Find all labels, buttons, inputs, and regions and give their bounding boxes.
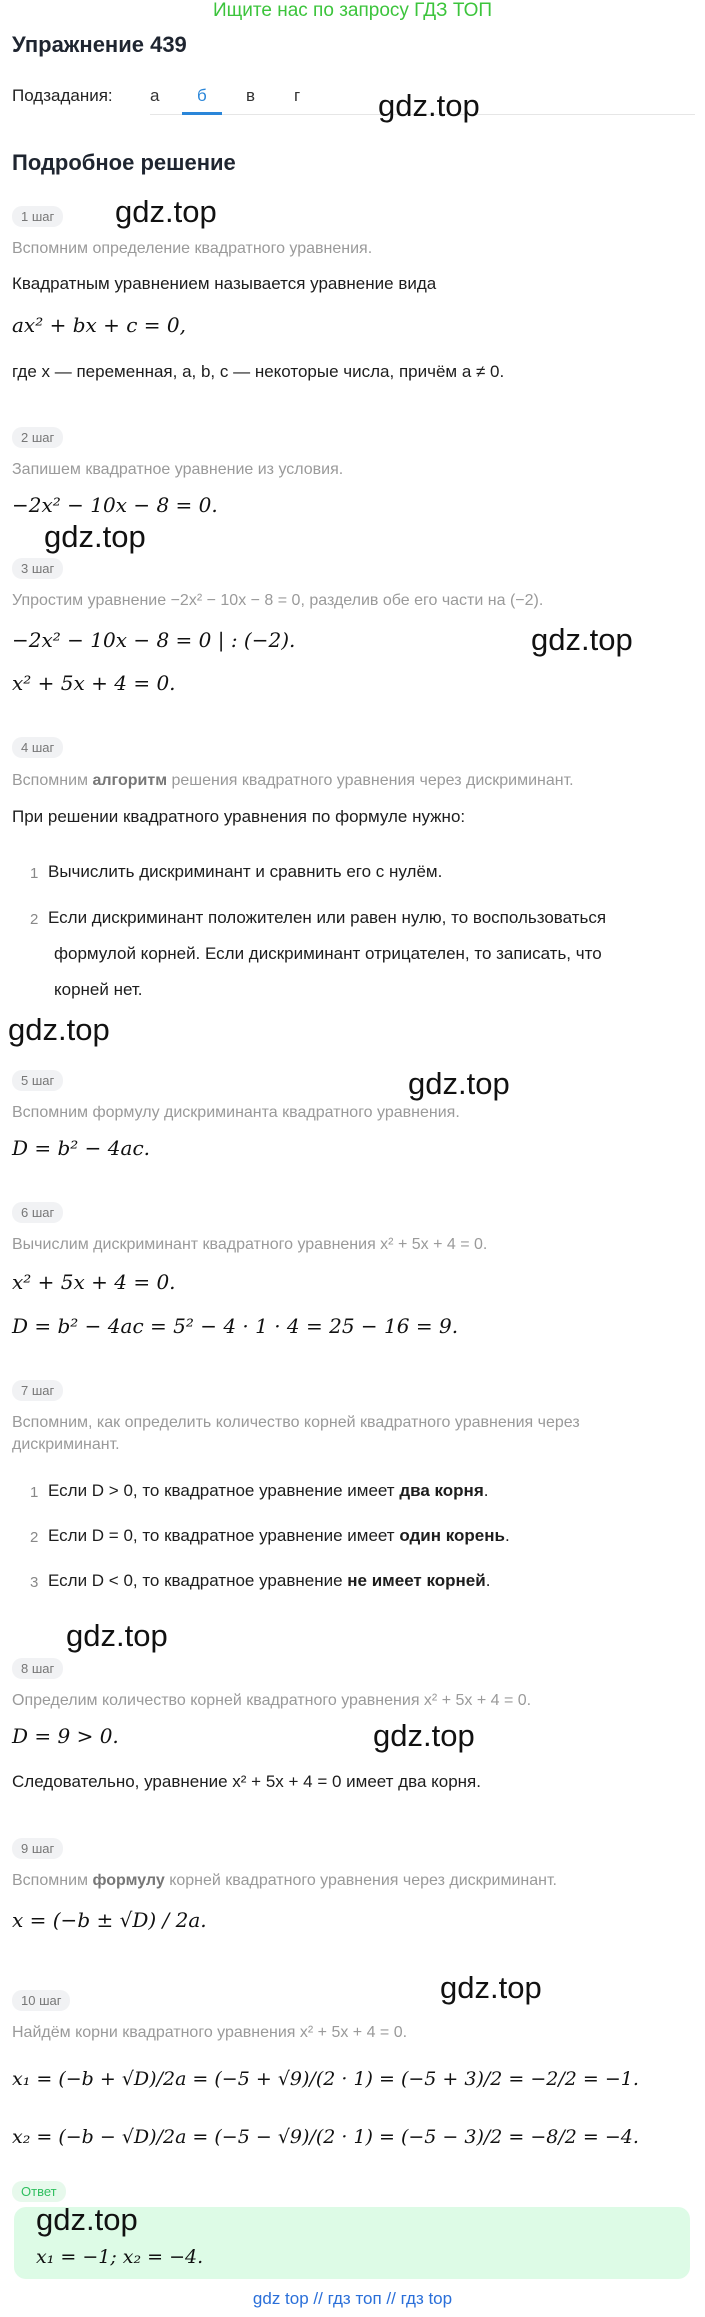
step-badge: 8 шаг — [12, 1658, 63, 1679]
step-badge: 10 шаг — [12, 1990, 70, 2011]
list-number: 1 — [30, 1484, 39, 1501]
formula: −2x² − 10x − 8 = 0 | : (−2). — [12, 628, 296, 652]
list-number: 1 — [30, 865, 39, 882]
step-hint: Определим количество корней квадратного уравнения x² + 5x + 4 = 0. — [12, 1692, 532, 1709]
tab-g[interactable]: г — [294, 86, 301, 105]
list-item: Если D = 0, то квадратное уравнение имеет один корень. — [48, 1526, 510, 1545]
active-tab-indicator — [182, 112, 222, 115]
answer-value: x₁ = −1; x₂ = −4. — [36, 2246, 204, 2268]
subtasks-label: Подзадания: — [12, 86, 113, 105]
watermark: gdz.top — [373, 1718, 475, 1753]
step-hint: Вспомним алгоритм решения квадратного уравнения через дискриминант. — [12, 772, 574, 789]
step-hint: Вспомним формулу корней квадратного уравнения через дискриминант. — [12, 1872, 557, 1889]
tab-a[interactable]: а — [150, 86, 160, 105]
list-item: Если D > 0, то квадратное уравнение имеет два корня. — [48, 1481, 489, 1500]
watermark: gdz.top — [36, 2202, 138, 2237]
watermark: gdz.top — [440, 1970, 542, 2005]
watermark: gdz.top — [408, 1066, 510, 1101]
step-hint: Упростим уравнение −2x² − 10x − 8 = 0, разделив обе его части на (−2). — [12, 592, 544, 609]
tab-b[interactable]: б — [197, 86, 207, 105]
page-title: Упражнение 439 — [12, 32, 187, 57]
step-text: Следовательно, уравнение x² + 5x + 4 = 0 имеет два корня. — [12, 1772, 481, 1791]
list-item: Если D < 0, то квадратное уравнение не имеет корней. — [48, 1571, 491, 1590]
tab-v[interactable]: в — [246, 86, 256, 105]
formula: D = b² − 4ac = 5² − 4 · 1 · 4 = 25 − 16 = 9. — [12, 1314, 459, 1338]
step-hint: Вспомним, как определить количество корней квадратного уравнения через — [12, 1414, 580, 1431]
formula: ax² + bx + c = 0, — [12, 313, 187, 337]
step-text: где x — переменная, a, b, c — некоторые числа, причём a ≠ 0. — [12, 362, 505, 381]
step-badge: 6 шаг — [12, 1202, 63, 1223]
solution-heading: Подробное решение — [12, 150, 236, 175]
list-item: корней нет. — [54, 980, 143, 999]
formula: x² + 5x + 4 = 0. — [12, 671, 176, 695]
watermark: gdz.top — [378, 88, 480, 123]
step-badge: 4 шаг — [12, 737, 63, 758]
top-banner[interactable]: Ищите нас по запросу ГДЗ ТОП — [212, 0, 493, 21]
step-text: Квадратным уравнением называется уравнение вида — [12, 274, 437, 293]
step-badge: 2 шаг — [12, 427, 63, 448]
formula: x₁ = (−b + √D)/2a = (−5 + √9)/(2 · 1) = (−5 + 3)/2 = −2/2 = −1. — [12, 2068, 639, 2090]
step-hint: Вспомним определение квадратного уравнения. — [12, 240, 373, 257]
watermark: gdz.top — [66, 1618, 168, 1653]
formula: x² + 5x + 4 = 0. — [12, 1270, 176, 1294]
formula: x₂ = (−b − √D)/2a = (−5 − √9)/(2 · 1) = (−5 − 3)/2 = −8/2 = −4. — [12, 2126, 639, 2148]
formula: −2x² − 10x − 8 = 0. — [12, 493, 218, 517]
watermark: gdz.top — [8, 1012, 110, 1047]
list-number: 2 — [30, 1529, 39, 1546]
list-item: Если дискриминант положителен или равен нулю, то воспользоваться — [48, 908, 607, 927]
watermark: gdz.top — [115, 194, 217, 229]
formula: D = b² − 4ac. — [12, 1136, 151, 1160]
formula: x = (−b ± √D) / 2a. — [12, 1908, 207, 1932]
list-item: Вычислить дискриминант и сравнить его с нулём. — [48, 862, 443, 881]
step-badge: 9 шаг — [12, 1838, 63, 1859]
step-badge: 1 шаг — [12, 206, 63, 227]
step-hint: Найдём корни квадратного уравнения x² + 5x + 4 = 0. — [12, 2024, 408, 2041]
step-badge: 3 шаг — [12, 558, 63, 579]
step-hint: Вспомним формулу дискриминанта квадратного уравнения. — [12, 1104, 460, 1121]
step-hint: Вычислим дискриминант квадратного уравнения x² + 5x + 4 = 0. — [12, 1236, 488, 1253]
step-text: При решении квадратного уравнения по формуле нужно: — [12, 807, 466, 826]
formula: D = 9 > 0. — [12, 1724, 119, 1748]
step-badge: 5 шаг — [12, 1070, 63, 1091]
step-hint: Запишем квадратное уравнение из условия. — [12, 461, 344, 478]
list-item: формулой корней. Если дискриминант отрицателен, то записать, что — [54, 944, 602, 963]
step-hint: дискриминант. — [12, 1436, 120, 1453]
answer-badge: Ответ — [12, 2181, 66, 2202]
step-badge: 7 шаг — [12, 1380, 63, 1401]
list-number: 2 — [30, 911, 39, 928]
watermark: gdz.top — [531, 622, 633, 657]
watermark: gdz.top — [44, 519, 146, 554]
footer-links[interactable]: gdz top // гдз топ // гдз top — [252, 2289, 453, 2308]
list-number: 3 — [30, 1574, 39, 1591]
